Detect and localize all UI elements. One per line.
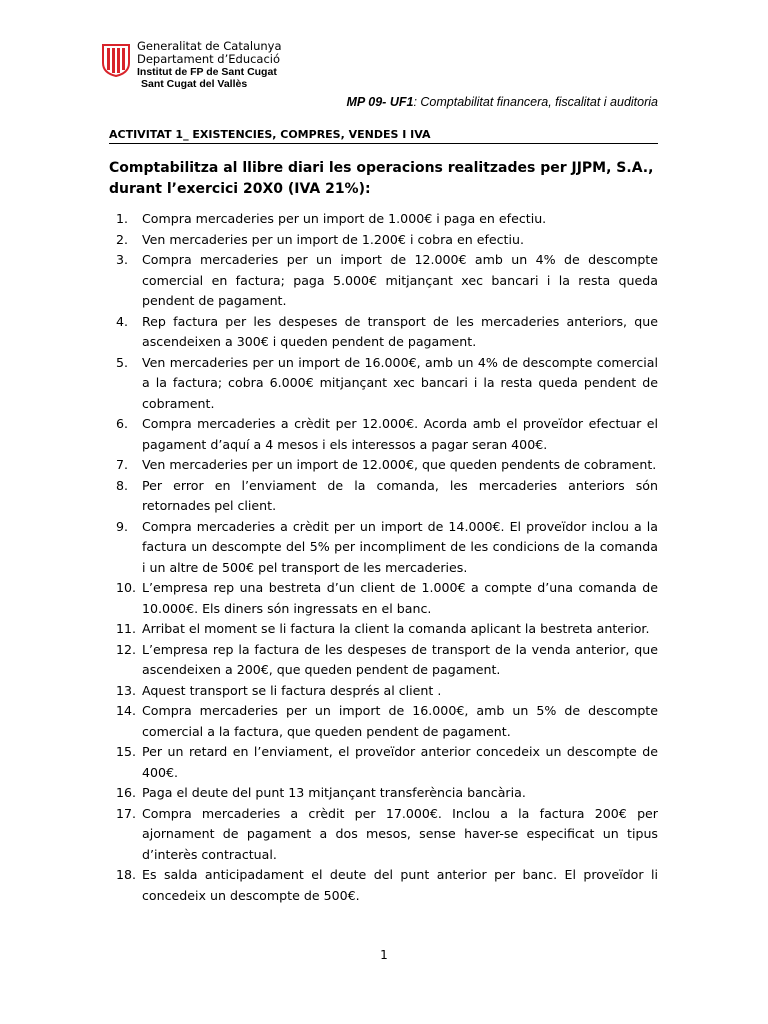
list-item [109, 476, 658, 517]
item-text: Compra mercaderies a crèdit per 17.000€. Inclou a la factura 200€ per ajornament de pagament a dos mesos, sense haver-se especificat un tipus d’interès contractual. [142, 805, 658, 862]
list-item [109, 865, 658, 906]
list-item [109, 578, 658, 619]
activity-title: ACTIVITAT 1_ EXISTENCIES, COMPRES, VENDES I IVA [109, 128, 658, 144]
item-text: Arribat el moment se li factura la client la comanda aplicant la bestreta anterior. [142, 621, 650, 636]
list-item [109, 742, 658, 783]
list-item [109, 209, 658, 230]
item-text: Compra mercaderies per un import de 12.000€ amb un 4% de descompte comercial en factura; paga 5.000€ mitjançant xec bancari i la resta queda pendent de pagament. [142, 252, 658, 308]
item-number: 5. [116, 354, 129, 370]
item-number: 17. [116, 805, 137, 821]
item-number: 12. [116, 641, 137, 657]
school-location: Sant Cugat del Vallès [141, 78, 248, 90]
school-name: Institut de FP de Sant Cugat [137, 66, 277, 78]
item-number: 4. [116, 313, 129, 329]
item-number: 1. [116, 211, 129, 226]
list-item [109, 250, 658, 312]
item-text: Per un retard en l’enviament, el proveïdor anterior concedeix un descompte de 400€. [142, 744, 658, 780]
item-text: Es salda anticipadament el deute del punt anterior per banc. El proveïdor li concedeix un descompte de 500€. [142, 867, 658, 903]
item-text: Ven mercaderies per un import de 1.200€ i cobra en efectiu. [142, 231, 524, 247]
list-item [109, 783, 658, 804]
list-item [109, 353, 658, 415]
list-item [109, 414, 658, 455]
item-number: 15. [116, 744, 137, 759]
item-text: L’empresa rep la factura de les despeses de transport de la venda anterior, que ascendeixen a 200€, que queden pendent de pagament. [142, 641, 658, 677]
item-text: Ven mercaderies per un import de 16.000€, amb un 4% de descompte comercial a la factura; cobra 6.000€ mitjançant xec bancari i la resta queda pendent de cobrament. [142, 354, 658, 411]
list-item [109, 312, 658, 353]
item-text: Aquest transport se li factura després al client . [142, 682, 442, 698]
org-name: Generalitat de Catalunya [137, 39, 282, 53]
course-code: MP 09- UF1 [346, 95, 414, 109]
item-number: 3. [116, 252, 129, 267]
item-text: Rep factura per les despeses de transport de les mercaderies anteriors, que ascendeixen a 300€ i queden pendent de pagament. [142, 313, 658, 349]
list-item [109, 640, 658, 681]
item-text: Compra mercaderies per un import de 16.000€, amb un 5% de descompte comercial a la factura, que queden pendent de pagament. [142, 703, 658, 739]
generalitat-logo-icon [101, 43, 131, 77]
item-number: 7. [116, 457, 129, 472]
course-title [347, 95, 658, 109]
item-number: 11. [116, 621, 137, 636]
list-item [109, 804, 658, 866]
item-text: Per error en l’enviament de la comanda, les mercaderies anteriors són retornades pel client. [142, 477, 658, 513]
list-item [109, 701, 658, 742]
item-text: L’empresa rep una bestreta d’un client de 1.000€ a compte d’una comanda de 10.000€. Els diners són ingressats en el banc. [142, 580, 658, 616]
item-number: 13. [116, 682, 137, 698]
list-item [109, 230, 658, 251]
item-number: 16. [116, 785, 137, 800]
organization-block [137, 40, 282, 90]
item-text: Compra mercaderies a crèdit per un import de 14.000€. El proveïdor inclou a la factura un descompte del 5% per incompliment de les condicions de la comanda i un altre de 500€ pel transport de les mercaderies. [142, 518, 658, 575]
item-number: 9. [116, 518, 129, 534]
item-number: 18. [116, 867, 137, 882]
operations-list [109, 209, 658, 906]
page-number: 1 [380, 948, 388, 962]
item-text: Compra mercaderies a crèdit per 12.000€. Acorda amb el proveïdor efectuar el pagament d’aquí a 4 mesos i els interessos a pagar seran 400€. [142, 416, 658, 452]
item-number: 10. [116, 580, 137, 595]
department-name: Departament d’Educació [137, 52, 281, 66]
item-number: 6. [116, 416, 129, 431]
item-number: 8. [116, 477, 129, 493]
exercise-heading: Comptabilitza al llibre diari les operacions realitzades per JJPM, S.A., durant l’exercici 20X0 (IVA 21%): [109, 160, 654, 197]
item-text: Ven mercaderies per un import de 12.000€, que queden pendents de cobrament. [142, 457, 657, 472]
item-text: Paga el deute del punt 13 mitjançant transferència bancària. [142, 785, 526, 800]
list-item [109, 455, 658, 476]
list-item [109, 517, 658, 579]
list-item [109, 619, 658, 640]
item-number: 14. [116, 703, 137, 718]
course-name: : Comptabilitat financera, fiscalitat i auditoria [413, 95, 658, 109]
item-text: Compra mercaderies per un import de 1.000€ i paga en efectiu. [142, 211, 547, 226]
item-number: 2. [116, 231, 129, 247]
list-item [109, 681, 658, 702]
